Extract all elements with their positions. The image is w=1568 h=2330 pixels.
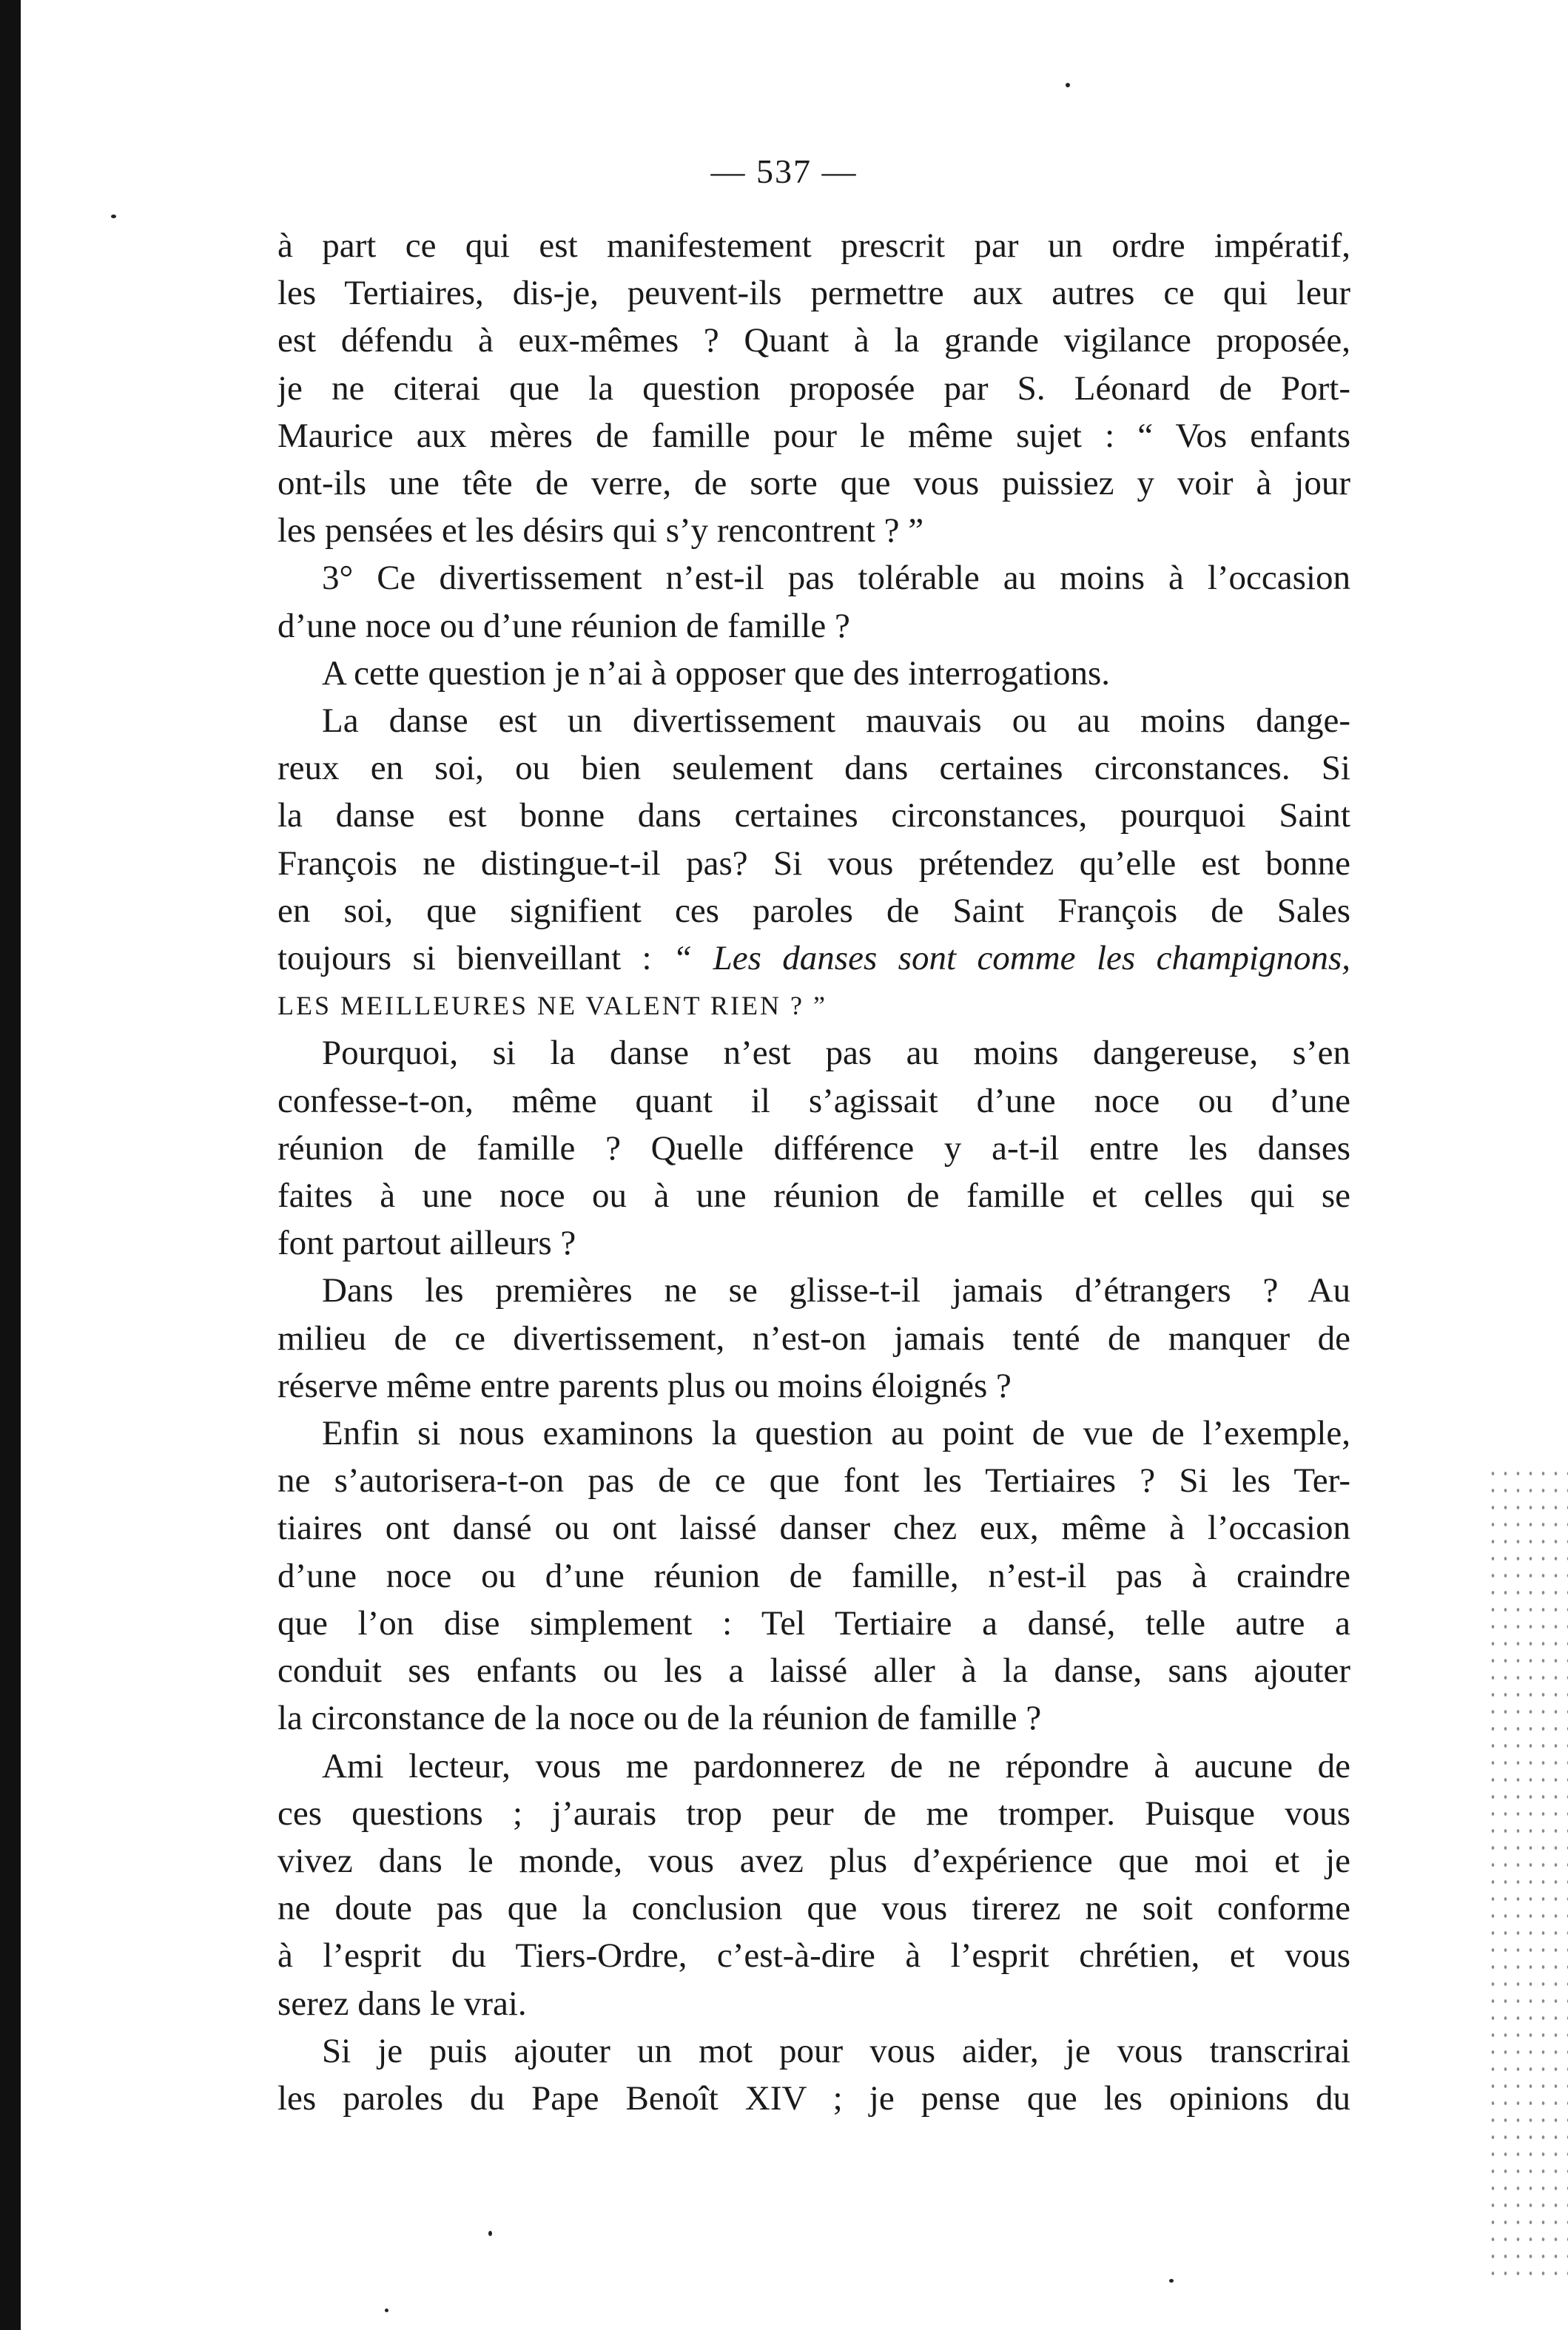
text-line: ne s’autorisera-t-on pas de ce que font les Tertiaires ? Si les Ter- <box>277 1461 1350 1501</box>
text-line: reux en soi, ou bien seulement dans certaines circonstances. Si <box>277 749 1350 788</box>
text-line: est défendu à eux-mêmes ? Quant à la grande vigilance proposée, <box>277 321 1350 360</box>
text-line: François ne distingue-t-il pas? Si vous prétendez qu’elle est bonne <box>277 844 1350 883</box>
text-line: conduit ses enfants ou les a laissé aller à la danse, sans ajouter <box>277 1651 1350 1691</box>
text-line: La danse est un divertissement mauvais ou au moins dange- <box>322 701 1350 741</box>
text-line-with-quote <box>277 935 1350 982</box>
text-line: Dans les premières ne se glisse-t-il jamais d’étrangers ? Au <box>322 1271 1350 1310</box>
text-line: Enfin si nous examinons la question au point de vue de l’exemple, <box>322 1414 1350 1453</box>
text-line: la danse est bonne dans certaines circonstances, pourquoi Saint <box>277 796 1350 835</box>
text-line: je ne citerai que la question proposée par S. Léonard de Port- <box>277 368 1350 408</box>
text-line: Ami lecteur, vous me pardonnerez de ne répondre à aucune de <box>322 1746 1350 1785</box>
scan-binding-edge <box>0 0 21 2330</box>
text-line: font partout ailleurs ? <box>277 1224 576 1263</box>
scan-speck <box>385 2309 388 2312</box>
scan-speck <box>111 215 116 218</box>
text-line: Maurice aux mères de famille pour le même sujet : “ Vos enfants <box>277 416 1350 455</box>
text-line: les Tertiaires, dis-je, peuvent-ils permettre aux autres ce qui leur <box>277 274 1350 313</box>
text-line: ont-ils une tête de verre, de sorte que vous puissiez y voir à jour <box>277 464 1350 503</box>
text-line: les paroles du Pape Benoît XIV ; je pense que les opinions du <box>277 2078 1350 2118</box>
text-line: à part ce qui est manifestement prescrit par un ordre impératif, <box>277 226 1350 265</box>
scan-speck <box>1169 2279 1174 2283</box>
text-line: ces questions ; j’aurais trop peur de me tromper. Puisque vous <box>277 1794 1350 1833</box>
text-line: d’une noce ou d’une réunion de famille ? <box>277 606 850 645</box>
italic-quote: “ Les danses sont comme les champignons, <box>673 939 1350 978</box>
page-number: — 537 — <box>710 152 858 190</box>
scan-speck <box>488 2231 492 2236</box>
text-line: à l’esprit du Tiers-Ordre, c’est-à-dire à l’esprit chrétien, et vous <box>277 1936 1350 1976</box>
text-line: 3° Ce divertissement n’est-il pas tolérable au moins à l’occasion <box>322 559 1350 598</box>
text-line: faites à une noce ou à une réunion de famille et celles qui se <box>277 1176 1350 1216</box>
text-line: la circonstance de la noce ou de la réunion de famille ? <box>277 1699 1042 1738</box>
text-line: serez dans le vrai. <box>277 1984 527 2023</box>
scan-noise <box>1487 1465 1568 2279</box>
text-line: ne doute pas que la conclusion que vous tirerez ne soit conforme <box>277 1889 1350 1928</box>
text-line: en soi, que signifient ces paroles de Saint François de Sales <box>277 891 1350 930</box>
text-line: réserve même entre parents plus ou moins éloignés ? <box>277 1366 1012 1405</box>
text-line: confesse-t-on, même quant il s’agissait d’une noce ou d’une <box>277 1081 1350 1120</box>
text-line: LES MEILLEURES NE VALENT RIEN ? ” <box>277 991 827 1021</box>
text-line: tiaires ont dansé ou ont laissé danser chez eux, même à l’occasion <box>277 1509 1350 1548</box>
body-text <box>277 222 1350 2122</box>
text-line: Pourquoi, si la danse n’est pas au moins dangereuse, s’en <box>322 1034 1350 1073</box>
text-line: d’une noce ou d’une réunion de famille, n’est-il pas à craindre <box>277 1556 1350 1595</box>
text-fragment: toujours si bienveillant : <box>277 939 652 978</box>
scan-speck <box>1066 83 1070 87</box>
text-line: Si je puis ajouter un mot pour vous aider, je vous transcrirai <box>322 2031 1350 2070</box>
text-line: vivez dans le monde, vous avez plus d’expérience que moi et je <box>277 1841 1350 1880</box>
text-line: les pensées et les désirs qui s’y rencontrent ? ” <box>277 511 924 550</box>
text-line: réunion de famille ? Quelle différence y a-t-il entre les danses <box>277 1128 1350 1168</box>
text-line: milieu de ce divertissement, n’est-on jamais tenté de manquer de <box>277 1319 1350 1358</box>
text-line: A cette question je n’ai à opposer que des interrogations. <box>322 653 1111 693</box>
text-line: que l’on dise simplement : Tel Tertiaire a dansé, telle autre a <box>277 1603 1350 1643</box>
